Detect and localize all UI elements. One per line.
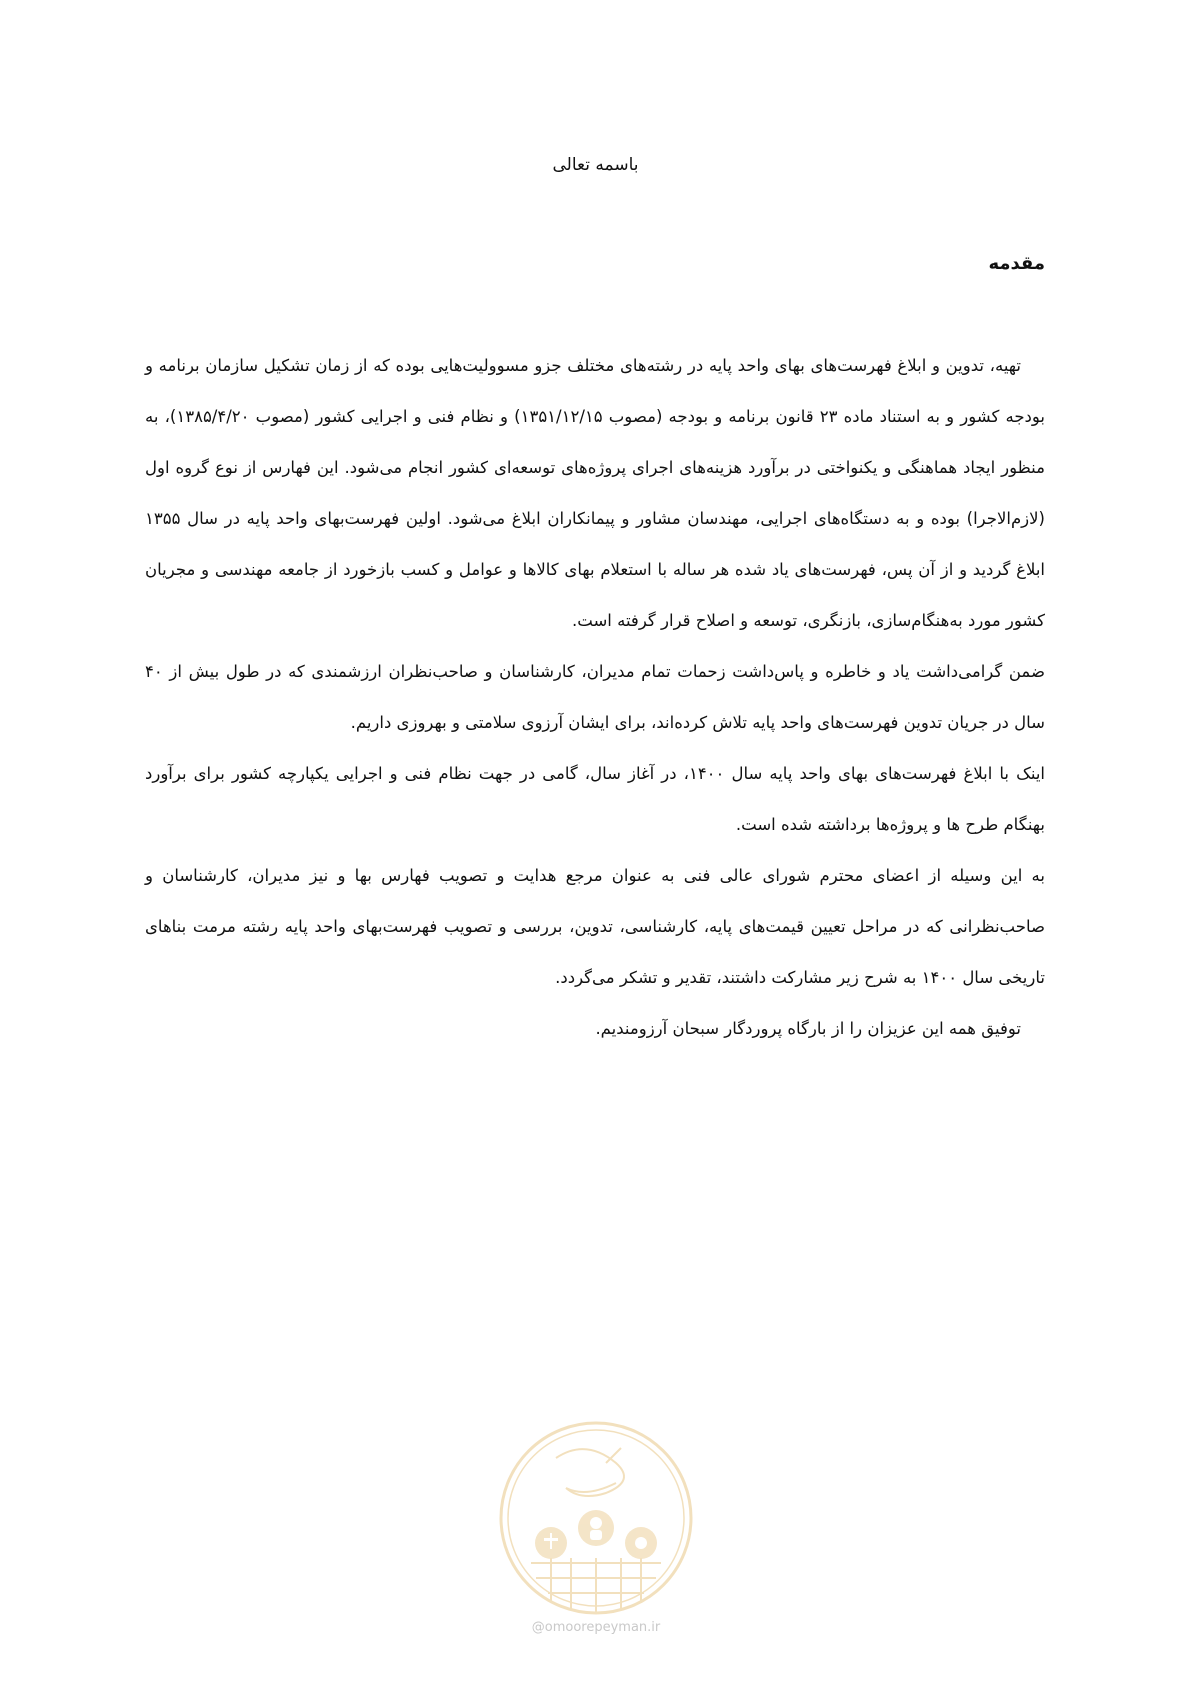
paragraph-5: توفیق همه این عزیزان را از بارگاه پروردگار سبحان آرزومندیم. — [595, 1019, 1021, 1038]
introduction-text — [145, 340, 1045, 1054]
omoore-peyman-logo-icon — [496, 1418, 696, 1618]
watermark-site: @omoorepeyman.ir — [531, 1620, 661, 1635]
basmala: باسمه تعالی — [552, 155, 639, 175]
paragraph-3: اینک با ابلاغ فهرست‌های بهای واحد پایه سال ۱۴۰۰، در آغاز سال، گامی در جهت نظام فنی و اجرایی یکپارچه کشور برای برآورد بهنگام طرح ها و پروژه‌ها برداشته شده است. — [145, 764, 1045, 834]
paragraph-2: ضمن گرامی‌داشت یاد و خاطره و پاس‌داشت زحمات تمام مدیران، کارشناسان و صاحب‌نظران ارزشمندی که در طول بیش از ۴۰ سال در جریان تدوین فهرست‌های واحد پایه تلاش کرده‌اند، برای ایشان آرزوی سلامتی و بهروزی داریم. — [145, 662, 1045, 732]
section-heading: مقدمه — [988, 253, 1045, 274]
paragraph-4: به این وسیله از اعضای محترم شورای عالی فنی به عنوان مرجع هدایت و تصویب فهارس بها و نیز مدیران، کارشناسان و صاحب‌نظرانی که در مراحل تعیین قیمت‌های پایه، کارشناسی، تدوین، بررسی و تصویب فهرست‌بهای واحد پایه رشته مرمت بناهای تاریخی سال ۱۴۰۰ به شرح زیر مشارکت داشتند، تقدیر و تشکر می‌گردد. — [145, 866, 1045, 987]
paragraph-1: تهیه، تدوین و ابلاغ فهرست‌های بهای واحد پایه در رشته‌های مختلف جزو مسوولیت‌هایی بوده که از زمان تشکیل سازمان برنامه و بودجه کشور و به استناد ماده ۲۳ قانون برنامه و بودجه (مصوب ۱۳۵۱/۱۲/۱۵) و نظام فنی و اجرایی کشور (مصوب ۱۳۸۵/۴/۲۰)، به منظور ایجاد هماهنگی و یکنواختی در برآورد هزینه‌های اجرای پروژه‌های توسعه‌ای کشور انجام می‌شود. این فهارس از نوع گروه اول (لازم‌الاجرا) بوده و به دستگاه‌های اجرایی، مهندسان مشاور و پیمانکاران ابلاغ می‌شود. اولین فهرست‌بهای واحد پایه در سال ۱۳۵۵ ابلاغ گردید و از آن پس، فهرست‌های یاد شده هر ساله با استعلام بهای کالاها و عوامل و کسب بازخورد از جامعه مهندسی و مجریان کشور مورد به‌هنگام‌سازی، بازنگری، توسعه و اصلاح قرار گرفته است. — [145, 356, 1045, 630]
